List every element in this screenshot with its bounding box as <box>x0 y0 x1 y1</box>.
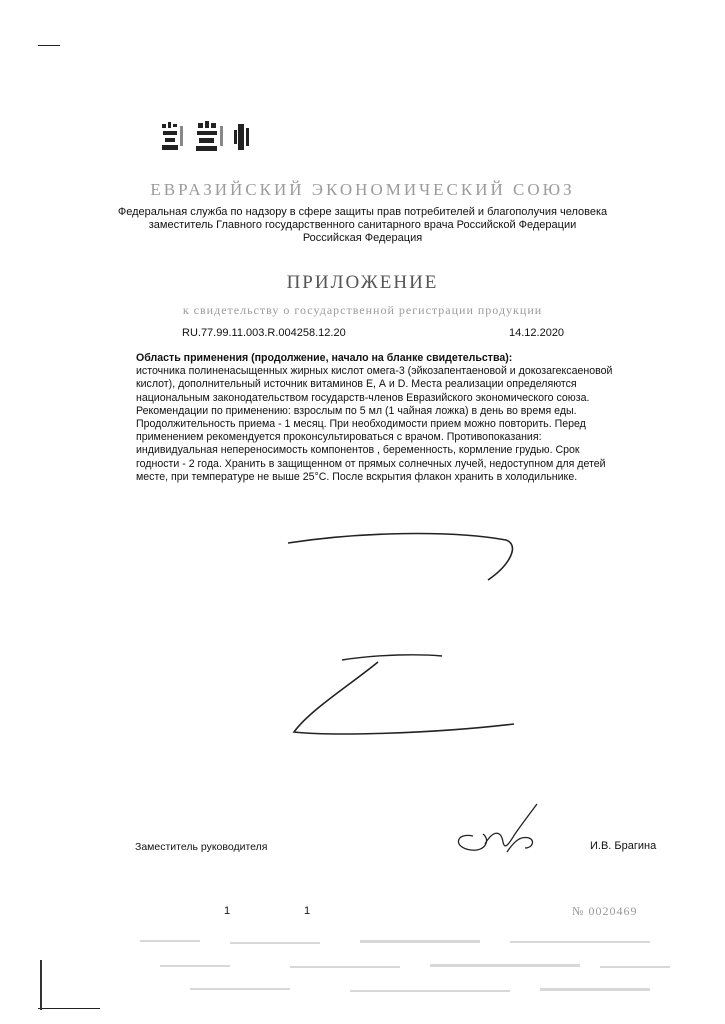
union-name: ЕВРАЗИЙСКИЙ ЭКОНОМИЧЕСКИЙ СОЮЗ <box>150 180 575 199</box>
document-subtitle: к свидетельству о государственной регистрации продукции <box>182 303 543 317</box>
document-title: ПРИЛОЖЕНИЕ <box>286 272 439 293</box>
registration-date: 14.12.2020 <box>509 327 565 339</box>
agency-line: заместитель Главного государственного санитарного врача Российской Федерации <box>148 219 577 231</box>
agency-block <box>0 206 725 245</box>
form-serial-number: № 0020469 <box>572 904 638 918</box>
scope-line: индивидуальная непереносимость компонентов , беременность, кормление грудью. Срок <box>136 444 580 457</box>
scope-line: месте, при температуре не выше 25°С. После вскрытия флакон хранить в холодильнике. <box>136 470 578 483</box>
scope-section <box>136 352 656 484</box>
scope-heading: Область применения (продолжение, начало на бланке свидетельства): <box>136 352 513 364</box>
scope-line: годности - 2 года. Хранить в защищенном от прямых солнечных лучей, недоступном для детей <box>136 457 606 470</box>
page-number-current: 1 <box>224 905 231 917</box>
blank-space-cancel-stroke <box>270 520 530 770</box>
agency-line: Российская Федерация <box>302 232 423 244</box>
scope-line: Рекомендации по применению: взрослым по 5 мл (1 чайная ложка) в день во время еды. <box>136 404 577 417</box>
edge-mark-top <box>38 45 60 46</box>
scope-line: источника полиненасыщенных жирных кислот омега-3 (эйкозапентаеновой и докозагексаеновой <box>136 365 613 378</box>
scan-noise <box>130 930 690 1010</box>
scope-line: кислот), дополнительный источник витаминов Е, А и D. Места реализации определяются <box>136 378 577 391</box>
scope-line: применением рекомендуется проконсультироваться с врачом. Противопоказания: <box>136 431 542 444</box>
agency-line: Федеральная служба по надзору в сфере защиты прав потребителей и благополучия человека <box>117 206 608 218</box>
left-edge-line <box>40 960 42 1010</box>
signatory-name: И.В. Брагина <box>590 840 657 852</box>
edge-mark-bottom <box>38 1008 100 1009</box>
scope-line: национальным законодательством государств-членов Евразийского экономического союза. <box>136 391 590 404</box>
scope-line: Продолжительность приема - 1 месяц. При необходимости прием можно повторить. Перед <box>136 418 586 431</box>
coat-of-arms-emblem <box>160 120 260 156</box>
handwritten-signature <box>445 800 545 870</box>
signatory-role: Заместитель руководителя <box>135 841 268 853</box>
registration-number: RU.77.99.11.003.R.004258.12.20 <box>182 327 346 339</box>
page-number-total: 1 <box>304 905 311 917</box>
